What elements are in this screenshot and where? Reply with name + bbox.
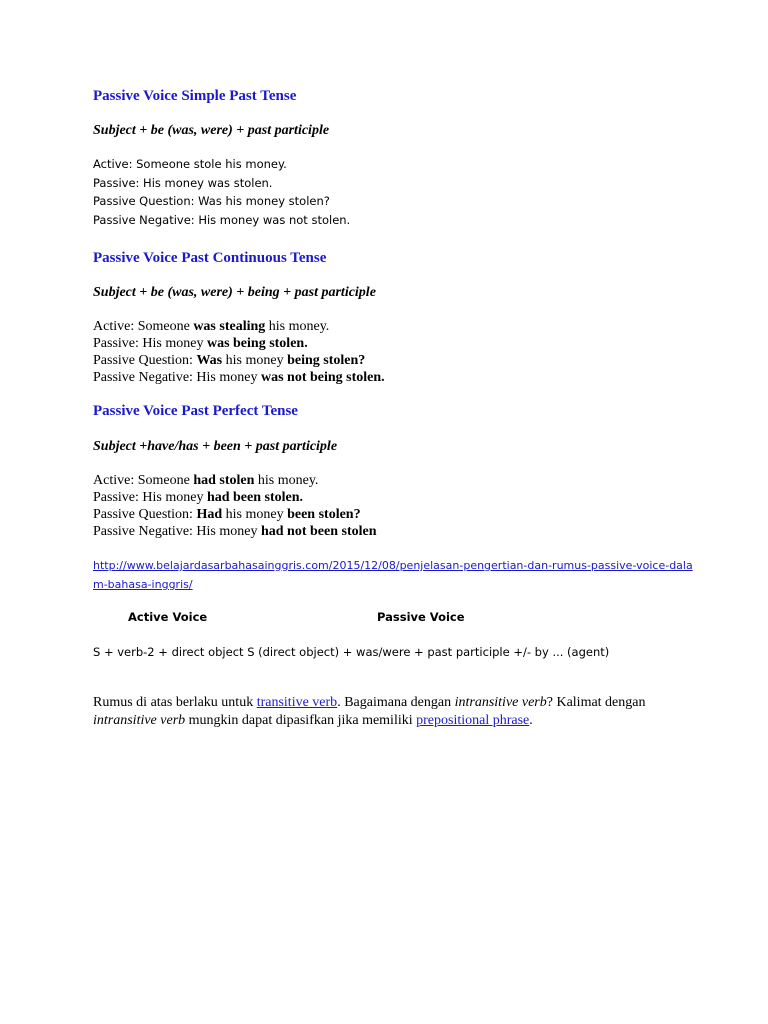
formula-simple-past: Subject + be (was, were) + past participle	[93, 123, 330, 138]
column-header-active-voice: Active Voice	[128, 610, 208, 624]
example-line: Passive Negative: His money had not been stolen	[93, 524, 377, 539]
example-passive-question: Passive Question: Was his money stolen?	[93, 194, 330, 208]
prepositional-phrase-link[interactable]: prepositional phrase	[416, 713, 530, 728]
example-line: Passive Question: Was his money being stolen?	[93, 353, 366, 368]
transitive-verb-link[interactable]: transitive verb	[256, 695, 338, 710]
example-line: Active: Someone had stolen his money.	[93, 473, 319, 488]
example-active: Active: Someone stole his money.	[93, 157, 287, 171]
example-line: Passive: His money had been stolen.	[93, 490, 304, 505]
example-line: Passive: His money was being stolen.	[93, 336, 308, 351]
section-heading-past-continuous: Passive Voice Past Continuous Tense	[93, 250, 327, 266]
example-line: Passive Negative: His money was not being stolen.	[93, 370, 385, 385]
closing-paragraph: Rumus di atas berlaku untuk transitive verb. Bagaimana dengan intransitive verb? Kalimat dengan intransitive verb mungkin dapat dipasifkan jika memiliki prepositional phrase.	[93, 695, 646, 728]
example-line: Passive Question: Had his money been stolen?	[93, 507, 361, 522]
section-heading-simple-past: Passive Voice Simple Past Tense	[93, 88, 297, 104]
examples-past-perfect	[93, 472, 377, 540]
column-header-passive-voice: Passive Voice	[377, 610, 465, 624]
source-link[interactable]: http://www.belajardasarbahasainggris.com/2015/12/08/penjelasan-pengertian-dan-rumus-passive-voice-dalam-bahasa-inggris/	[93, 559, 693, 591]
example-passive: Passive: His money was stolen.	[93, 176, 273, 190]
formula-row: S + verb-2 + direct object S (direct object) + was/were + past participle +/- by ... (agent)	[93, 645, 610, 659]
section-heading-past-perfect: Passive Voice Past Perfect Tense	[93, 403, 298, 419]
formula-past-continuous: Subject + be (was, were) + being + past participle	[93, 285, 376, 300]
examples-past-continuous	[93, 318, 385, 386]
example-passive-negative: Passive Negative: His money was not stolen.	[93, 213, 351, 227]
example-line: Active: Someone was stealing his money.	[93, 319, 330, 334]
formula-past-perfect: Subject +have/has + been + past participle	[93, 439, 338, 454]
